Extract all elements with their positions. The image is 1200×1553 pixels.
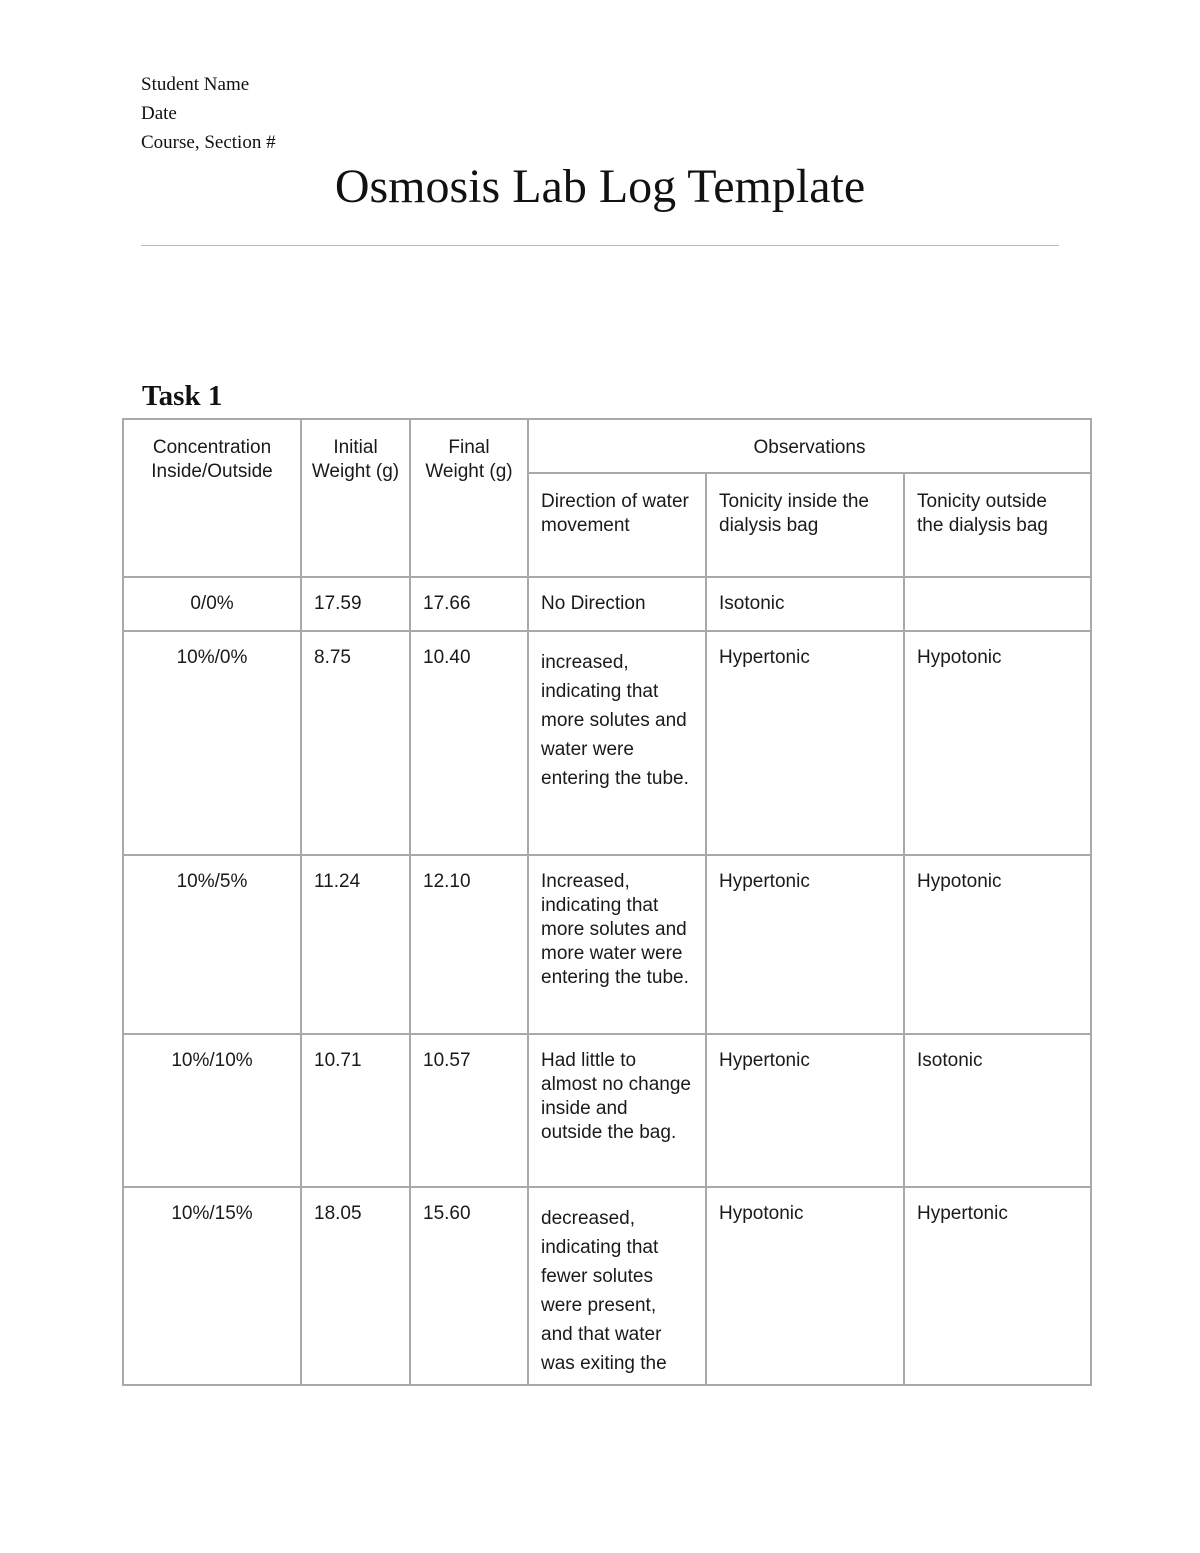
cell-tonicity-outside: Hypotonic bbox=[904, 855, 1091, 1034]
cell-final-weight: 12.10 bbox=[410, 855, 528, 1034]
cell-initial-weight: 8.75 bbox=[301, 631, 410, 855]
cell-tonicity-inside: Hypertonic bbox=[706, 631, 904, 855]
header-initial-weight: Initial Weight (g) bbox=[301, 419, 410, 577]
student-name-label: Student Name bbox=[141, 74, 250, 95]
cell-direction: Had little to almost no change inside and outside the bag. bbox=[528, 1034, 706, 1187]
cell-direction: No Direction bbox=[528, 577, 706, 631]
cell-tonicity-inside: Hypotonic bbox=[706, 1187, 904, 1385]
table-row bbox=[123, 631, 1091, 855]
cell-concentration: 10%/10% bbox=[123, 1034, 301, 1187]
header-final-weight: Final Weight (g) bbox=[410, 419, 528, 577]
cell-tonicity-outside: Hypotonic bbox=[904, 631, 1091, 855]
cell-tonicity-outside: Hypertonic bbox=[904, 1187, 1091, 1385]
table-row bbox=[123, 855, 1091, 1034]
page-title: Osmosis Lab Log Template bbox=[334, 160, 866, 213]
table-row bbox=[123, 1187, 1091, 1385]
cell-direction: Increased, indicating that more solutes and more water were entering the tube. bbox=[528, 855, 706, 1034]
cell-final-weight: 17.66 bbox=[410, 577, 528, 631]
student-info-block bbox=[141, 70, 276, 157]
lab-results-table bbox=[122, 418, 1092, 1386]
cell-initial-weight: 17.59 bbox=[301, 577, 410, 631]
task-heading: Task 1 bbox=[142, 380, 223, 412]
table-row bbox=[123, 1034, 1091, 1187]
header-tonicity-inside: Tonicity inside the dialysis bag bbox=[706, 473, 904, 577]
table-header-row bbox=[123, 419, 1091, 473]
cell-final-weight: 10.57 bbox=[410, 1034, 528, 1187]
header-direction: Direction of water movement bbox=[528, 473, 706, 577]
cell-final-weight: 15.60 bbox=[410, 1187, 528, 1385]
cell-initial-weight: 18.05 bbox=[301, 1187, 410, 1385]
header-concentration: Concentration Inside/Outside bbox=[123, 419, 301, 577]
header-tonicity-outside: Tonicity outside the dialysis bag bbox=[904, 473, 1091, 577]
cell-direction: increased, indicating that more solutes and water were entering the tube. bbox=[528, 631, 706, 855]
cell-tonicity-inside: Isotonic bbox=[706, 577, 904, 631]
cell-concentration: 0/0% bbox=[123, 577, 301, 631]
cell-tonicity-outside: Isotonic bbox=[904, 1034, 1091, 1187]
title-divider bbox=[141, 245, 1059, 246]
cell-direction: decreased, indicating that fewer solutes were present, and that water was exiting the bbox=[541, 1208, 667, 1374]
cell-initial-weight: 11.24 bbox=[301, 855, 410, 1034]
cell-initial-weight: 10.71 bbox=[301, 1034, 410, 1187]
date-label: Date bbox=[141, 103, 177, 124]
cell-tonicity-inside: Hypertonic bbox=[706, 855, 904, 1034]
cell-direction-wrapper bbox=[528, 1187, 706, 1385]
header-observations: Observations bbox=[528, 419, 1091, 473]
cell-tonicity-outside bbox=[904, 577, 1091, 631]
cell-concentration: 10%/0% bbox=[123, 631, 301, 855]
cell-concentration: 10%/15% bbox=[123, 1187, 301, 1385]
course-section-label: Course, Section # bbox=[141, 132, 276, 153]
cell-tonicity-inside: Hypertonic bbox=[706, 1034, 904, 1187]
cell-concentration: 10%/5% bbox=[123, 855, 301, 1034]
cell-final-weight: 10.40 bbox=[410, 631, 528, 855]
table-row bbox=[123, 577, 1091, 631]
